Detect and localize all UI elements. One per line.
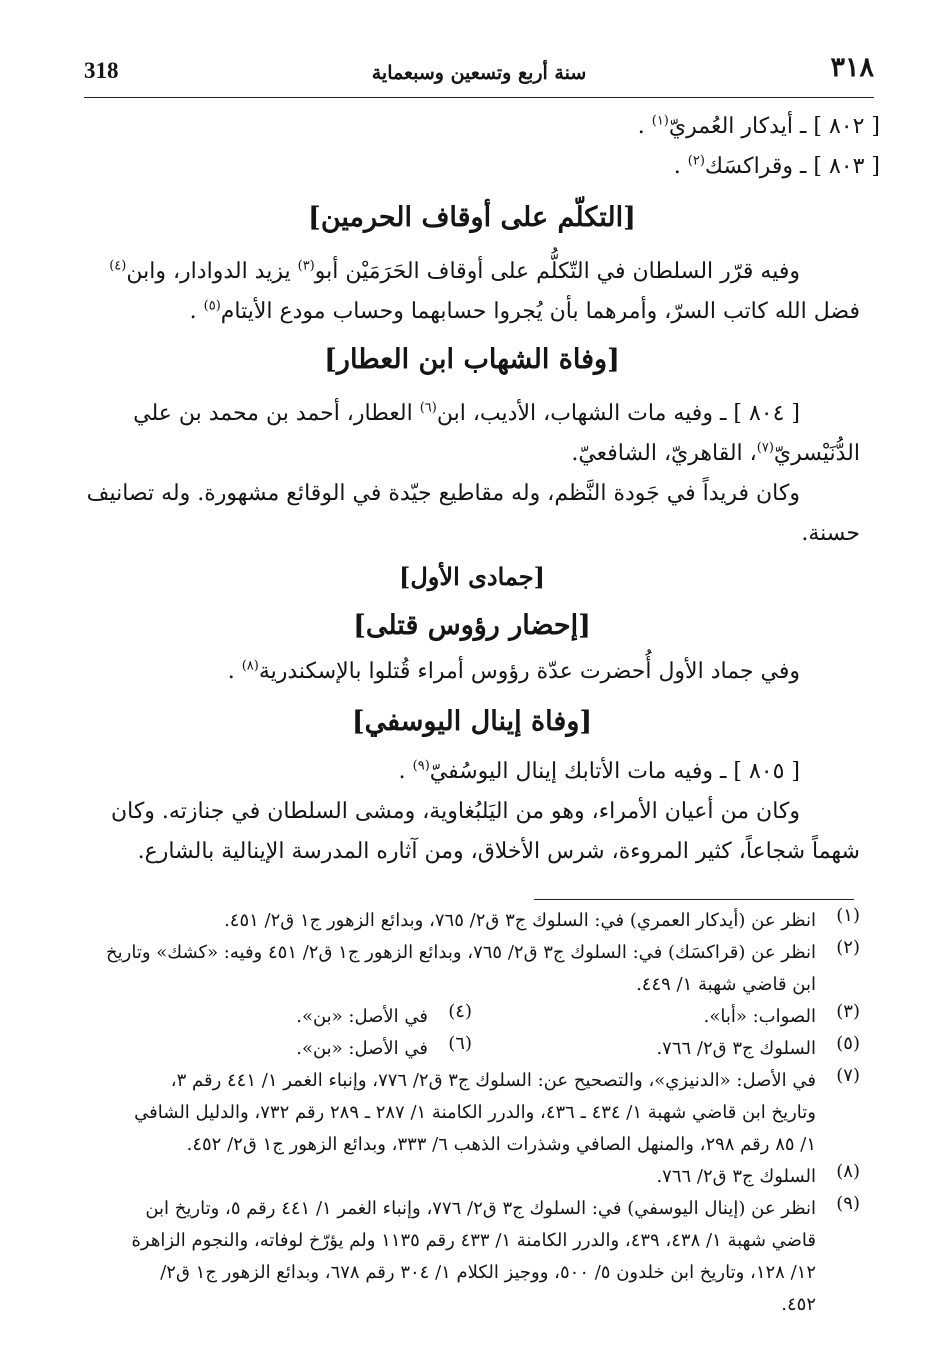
footnote-number: (٦) bbox=[448, 1033, 472, 1054]
footnote-ref-3[interactable]: (٣) bbox=[297, 258, 315, 274]
paragraph-inal bbox=[84, 752, 860, 872]
footnote-4 bbox=[84, 1001, 472, 1033]
footnote-6 bbox=[84, 1033, 472, 1065]
running-header bbox=[84, 54, 874, 96]
text-run: العطار، أحمد بن محمد بن علي bbox=[133, 401, 420, 426]
text-line bbox=[84, 752, 860, 792]
footnote-number: (٢) bbox=[836, 937, 860, 958]
footnote-number: (٣) bbox=[836, 1001, 860, 1022]
footnote-ref-8[interactable]: (٨) bbox=[241, 658, 259, 674]
footnote-line: انظر عن (أيدكار العمري) في: السلوك ج٣ ق٢/ ٧٦٥، وبدائع الزهور ج١ ق٢/ ٤٥١. bbox=[224, 910, 816, 931]
footnote-ref-7[interactable]: (٧) bbox=[756, 440, 774, 456]
text-line: وكان فريداً في جَودة النَّظم، وله مقاطيع جيّدة في الوقائع مشهورة. وله تصانيف bbox=[86, 481, 800, 506]
footnote-line: السلوك ج٣ ق٢/ ٧٦٦. bbox=[656, 1038, 816, 1059]
text-line bbox=[84, 652, 860, 692]
footnote-line: في الأصل: «الدنيزي»، والتصحيح عن: السلوك ج٣ ق٢/ ٧٧٦، وإنباء الغمر ١/ ٤٤١ رقم ٣، bbox=[170, 1070, 816, 1091]
footnote-line: انظر عن (قراكسَك) في: السلوك ج٣ ق٢/ ٧٦٥، وبدائع الزهور ج١ ق٢/ ٤٥١ وفيه: «كشك» وتاريخ bbox=[106, 942, 816, 963]
footnote-line: الصواب: «أبا». bbox=[703, 1006, 816, 1027]
text-line bbox=[84, 394, 860, 434]
footnote-ref-4[interactable]: (٤) bbox=[109, 258, 127, 274]
footnote-line: وتاريخ ابن قاضي شهبة ١/ ٤٣٤ ـ ٤٣٦، والدرر الكامنة ١/ ٢٨٧ ـ ٢٨٩ رقم ٧٣٢، والدليل الشافي bbox=[134, 1102, 816, 1123]
text-run: فضل الله كاتب السرّ، وأمرهما بأن يُجروا حسابهما وحساب مودع الأيتام bbox=[220, 299, 860, 324]
footnote-5 bbox=[472, 1033, 860, 1065]
text-run: . bbox=[189, 299, 204, 324]
footnote-1 bbox=[84, 905, 860, 937]
footnote-3 bbox=[472, 1001, 860, 1033]
footnote-line: ١/ ٨٥ رقم ٢٩٨، والمنهل الصافي وشذرات الذهب ٦/ ٣٣٣، وبدائع الزهور ج١ ق٢/ ٤٥٢. bbox=[186, 1134, 816, 1155]
footnote-number: (٧) bbox=[836, 1065, 860, 1086]
footnote-ref-1[interactable]: (١) bbox=[651, 113, 669, 129]
month-heading: [جمادى الأول] bbox=[399, 562, 545, 591]
footnote-line: السلوك ج٣ ق٢/ ٧٦٦. bbox=[656, 1166, 816, 1187]
footnote-number: (٥) bbox=[836, 1033, 860, 1054]
text-line: حسنة. bbox=[801, 521, 860, 546]
entry-end: . bbox=[673, 154, 688, 179]
text-run: وفي جماد الأول أُحضرت عدّة رؤوس أمراء قُتلوا بالإسكندرية bbox=[258, 659, 800, 684]
paragraph-shihab bbox=[84, 394, 860, 554]
footnote-number: (٩) bbox=[836, 1193, 860, 1214]
text-line bbox=[84, 252, 860, 292]
footnote-8 bbox=[84, 1161, 860, 1193]
footnote-line: ١٢/ ١٢٨، وتاريخ ابن خلدون ٥/ ٥٠٠، ووجيز الكلام ١/ ٣٠٤ رقم ٦٧٨، وبدائع الزهور ج١ ق٢/ bbox=[160, 1262, 816, 1283]
footnote-line: ابن قاضي شهبة ١/ ٤٤٩. bbox=[636, 974, 816, 995]
footnote-line: انظر عن (إينال اليوسفي) في: السلوك ج٣ ق٢/ ٧٧٦، وإنباء الغمر ١/ ٤٤١ رقم ٥، وتاريخ ابن bbox=[145, 1198, 816, 1219]
text-line bbox=[84, 292, 860, 332]
footnote-pair-5-6 bbox=[84, 1033, 860, 1065]
entry-text: [ ٨٠٣ ] ـ وقراكسَك bbox=[704, 154, 880, 179]
text-run: [ ٨٠٤ ] ـ وفيه مات الشهاب، الأديب، ابن bbox=[436, 401, 800, 426]
entry-end: . bbox=[637, 114, 652, 139]
entry-803 bbox=[674, 154, 880, 179]
footnote-number: (٨) bbox=[836, 1161, 860, 1182]
footnote-line: ٤٥٢. bbox=[781, 1294, 816, 1315]
paragraph-heads bbox=[84, 652, 860, 692]
footnote-ref-2[interactable]: (٢) bbox=[687, 153, 705, 169]
text-run: . bbox=[398, 759, 413, 784]
text-run: وفيه قرّر السلطان في التّكلُّم على أوقاف الحَرَمَيْن أبو bbox=[314, 259, 800, 284]
paragraph-waqf bbox=[84, 252, 860, 332]
footnote-9 bbox=[84, 1193, 860, 1321]
header-rule bbox=[84, 97, 874, 98]
section-heading-waqf: [التكلّم على أوقاف الحرمين] bbox=[308, 202, 636, 233]
entry-text: [ ٨٠٢ ] ـ أيدكار العُمريّ bbox=[668, 114, 880, 139]
footnote-ref-6[interactable]: (٦) bbox=[419, 400, 437, 416]
text-run: [ ٨٠٥ ] ـ وفيه مات الأتابك إينال اليوسُفيّ bbox=[429, 759, 800, 784]
page-number-arabic: ٣١٨ bbox=[830, 52, 874, 83]
text-line: شهماً شجاعاً، كثير المروءة، شرس الأخلاق، ومن آثاره المدرسة الإينالية بالشارع. bbox=[137, 839, 860, 864]
running-title: سنة أربع وتسعين وسبعماية bbox=[371, 62, 587, 84]
page-number-latin: 318 bbox=[84, 58, 119, 83]
footnote-number: (٤) bbox=[448, 1001, 472, 1022]
footnote-ref-9[interactable]: (٩) bbox=[412, 758, 430, 774]
footnote-rule bbox=[534, 899, 854, 900]
text-run: يزيد الدوادار، وابن bbox=[126, 259, 298, 284]
footnote-2 bbox=[84, 937, 860, 1001]
section-heading-heads: [إحضار رؤوس قتلى] bbox=[353, 610, 591, 641]
footnote-number: (١) bbox=[836, 905, 860, 926]
text-line: وكان من أعيان الأمراء، وهو من اليَلبُغاوية، ومشى السلطان في جنازته. وكان bbox=[110, 799, 800, 824]
footnote-line: في الأصل: «بن». bbox=[296, 1006, 428, 1027]
text-run: . bbox=[227, 659, 242, 684]
text-run: الدُّنَيْسريّ bbox=[773, 441, 860, 466]
entry-802 bbox=[638, 114, 880, 139]
text-line bbox=[84, 434, 860, 474]
text-run: ، القاهريّ، الشافعيّ. bbox=[571, 441, 757, 466]
footnote-ref-5[interactable]: (٥) bbox=[203, 298, 221, 314]
section-heading-shihab: [وفاة الشهاب ابن العطار] bbox=[324, 344, 620, 375]
footnote-line: قاضي شهبة ١/ ٤٣٨، ٤٣٩، والدرر الكامنة ١/ ٤٣٣ رقم ١١٣٥ ولم يؤرّخ لوفاته، والنجوم الزاهرة bbox=[131, 1230, 816, 1251]
footnote-line: في الأصل: «بن». bbox=[296, 1038, 428, 1059]
footnotes bbox=[84, 905, 860, 1321]
footnote-pair-3-4 bbox=[84, 1001, 860, 1033]
section-heading-inal: [وفاة إينال اليوسفي] bbox=[351, 706, 593, 737]
footnote-7 bbox=[84, 1065, 860, 1161]
